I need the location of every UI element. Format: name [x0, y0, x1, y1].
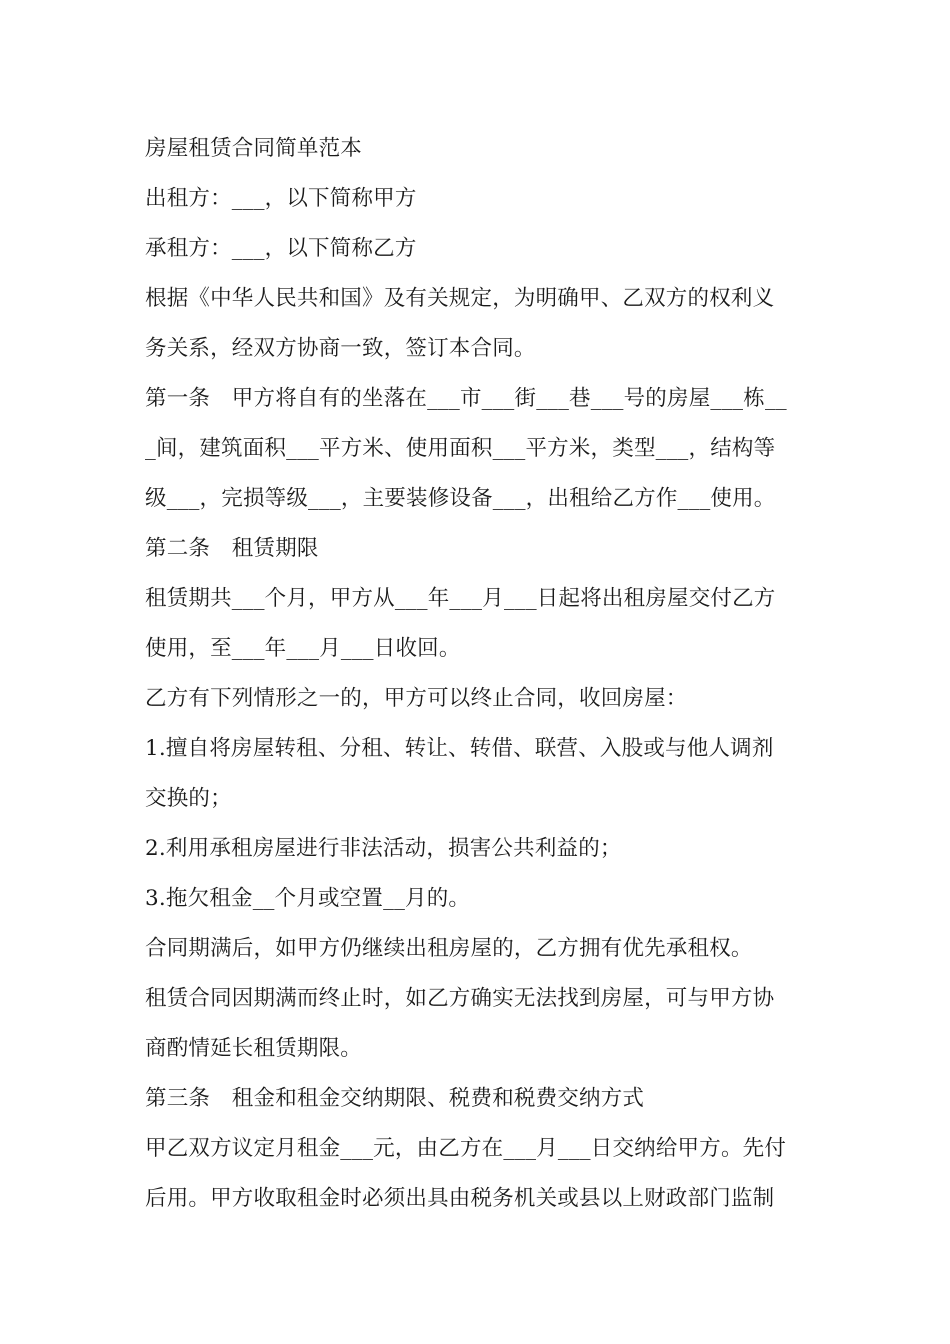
lease-term-line: 租赁期共___个月，甲方从___年___月___日起将出租房屋交付乙方: [145, 586, 776, 611]
renewal-priority-line: 合同期满后，如甲方仍继续出租房屋的，乙方拥有优先承租权。: [145, 936, 753, 961]
lease-term-line: 使用，至___年___月___日收回。: [145, 636, 461, 661]
extension-line: 租赁合同因期满而终止时，如乙方确实无法找到房屋，可与甲方协: [145, 986, 775, 1011]
termination-item-3: 3.拖欠租金__个月或空置__月的。: [145, 886, 471, 911]
article-3-heading: 第三条 租金和租金交纳期限、税费和税费交纳方式: [145, 1086, 645, 1111]
rent-line: 后用。甲方收取租金时必须出具由税务机关或县以上财政部门监制: [145, 1186, 775, 1211]
rent-line: 甲乙双方议定月租金___元，由乙方在___月___日交纳给甲方。先付: [145, 1136, 787, 1161]
article-1-line: 级___，完损等级___，主要装修设备___，出租给乙方作___使用。: [145, 486, 776, 511]
article-2-heading: 第二条 租赁期限: [145, 536, 319, 561]
preamble-line: 务关系，经双方协商一致，签订本合同。: [145, 336, 536, 361]
lessor-line: 出租方：___，以下简称甲方: [145, 186, 417, 211]
document-title: 房屋租赁合同简单范本: [145, 136, 363, 161]
extension-line: 商酌情延长租赁期限。: [145, 1036, 363, 1061]
lessee-line: 承租方：___，以下简称乙方: [145, 236, 417, 261]
preamble-line: 根据《中华人民共和国》及有关规定，为明确甲、乙双方的权利义: [145, 286, 775, 311]
termination-item-1: 1.擅自将房屋转租、分租、转让、转借、联营、入股或与他人调剂: [145, 736, 774, 761]
article-1-line: 第一条 甲方将自有的坐落在___市___街___巷___号的房屋___栋__: [145, 386, 787, 411]
termination-intro-line: 乙方有下列情形之一的，甲方可以终止合同，收回房屋：: [145, 686, 688, 711]
termination-item-1: 交换的；: [145, 786, 232, 811]
termination-item-2: 2.利用承租房屋进行非法活动，损害公共利益的；: [145, 836, 622, 861]
article-1-line: _间，建筑面积___平方米、使用面积___平方米，类型___，结构等: [145, 436, 776, 461]
document-body: [145, 124, 813, 1224]
